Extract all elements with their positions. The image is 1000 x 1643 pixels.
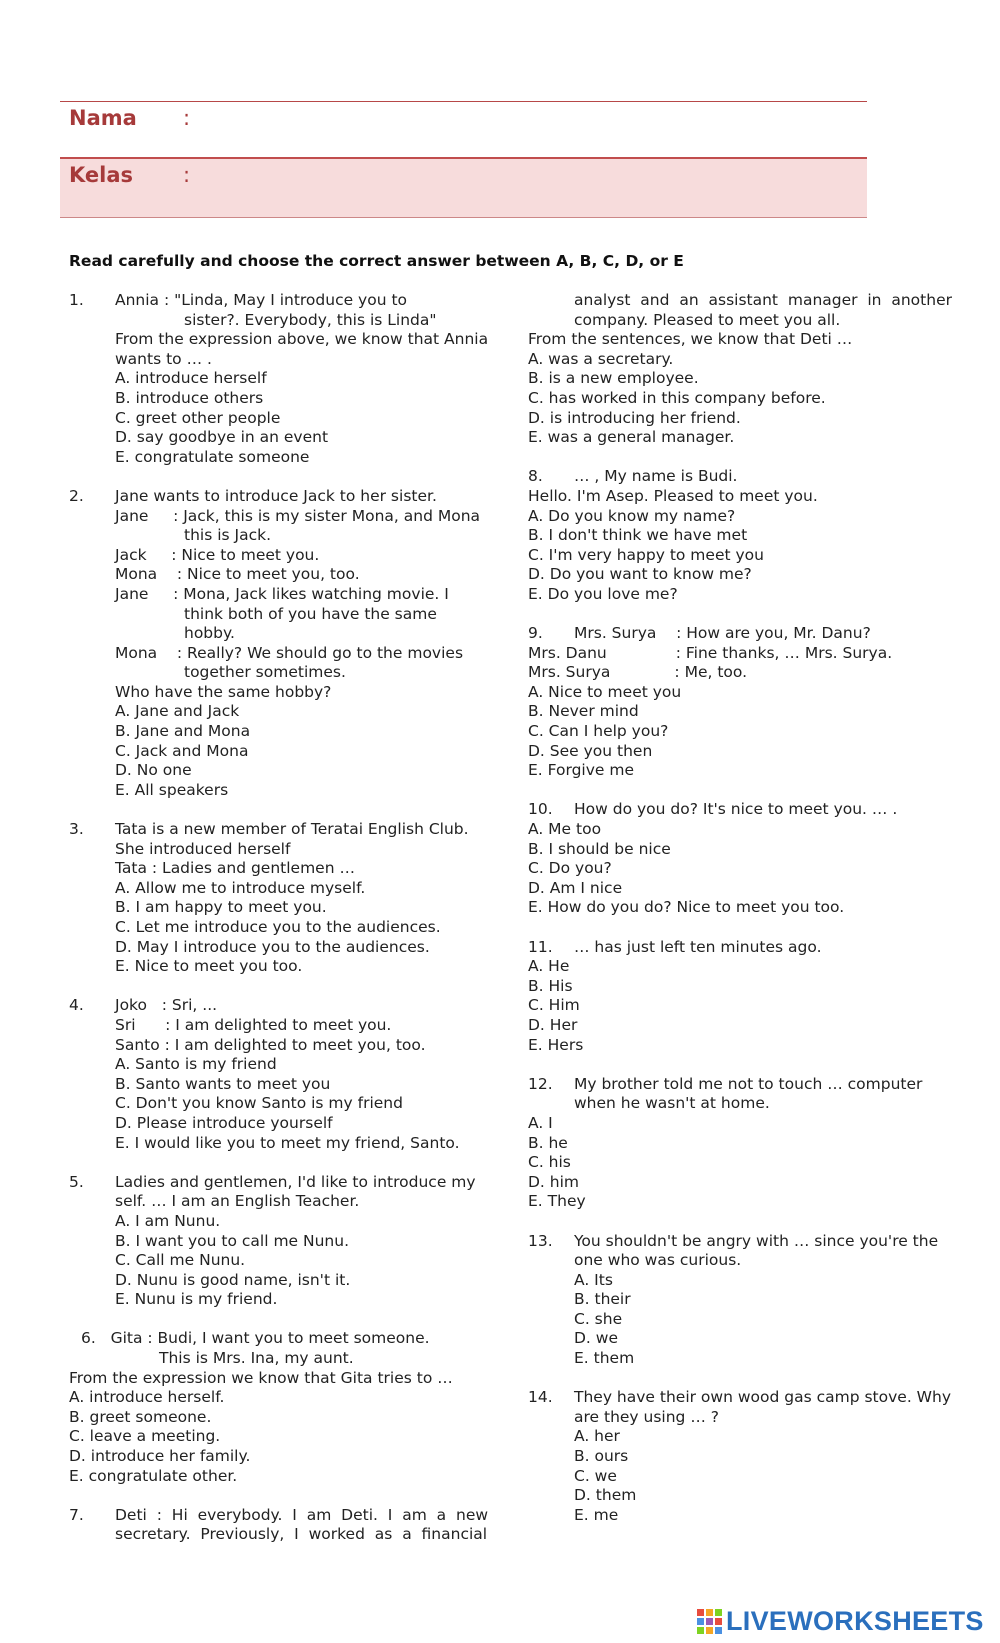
- question-line: From the expression above, we know that Annia: [115, 330, 489, 349]
- question-number: 9.: [528, 624, 543, 643]
- dialogue-line: Mona : Really? We should go to the movies: [115, 643, 464, 662]
- dialogue-line: Mona : Nice to meet you, too.: [115, 565, 360, 584]
- dialogue-line: Mrs. Surya : Me, too.: [528, 663, 748, 682]
- question-3: [69, 820, 475, 977]
- dialogue-line: Jane : Jack, this is my sister Mona, and Mona: [115, 506, 481, 525]
- answer-option: B. Never mind: [528, 702, 639, 721]
- answer-option: B. Jane and Mona: [115, 722, 251, 741]
- question-10: [528, 800, 928, 918]
- question-line: How do you do? It's nice to meet you. … .: [574, 800, 898, 819]
- answer-option: D. them: [574, 1486, 637, 1505]
- answer-option: D. Do you want to know me?: [528, 565, 752, 584]
- answer-option: B. I don't think we have met: [528, 526, 748, 545]
- dialogue-line: Jane : Mona, Jack likes watching movie. I: [115, 584, 449, 603]
- answer-option: C. Him: [528, 996, 580, 1015]
- answer-option: B. their: [574, 1290, 631, 1309]
- answer-option: D. No one: [115, 761, 192, 780]
- answer-option: E. Forgive me: [528, 761, 635, 780]
- answer-option: C. Let me introduce you to the audiences.: [115, 918, 441, 936]
- answer-option: E. me: [574, 1505, 619, 1524]
- answer-option: A. Jane and Jack: [115, 702, 240, 721]
- question-line: Tata is a new member of Teratai English Club.: [115, 820, 469, 839]
- question-9: [528, 624, 928, 781]
- question-line: … has just left ten minutes ago.: [574, 937, 822, 956]
- dialogue-line: hobby.: [184, 624, 235, 643]
- answer-option: E. was a general manager.: [528, 428, 735, 447]
- question-number: 5.: [69, 1172, 84, 1191]
- dialogue-line: Mrs. Surya : How are you, Mr. Danu?: [574, 624, 871, 643]
- class-colon: :: [183, 163, 191, 187]
- dialogue-line: Santo : I am delighted to meet you, too.: [115, 1035, 426, 1054]
- question-line: sister?. Everybody, this is Linda": [184, 310, 437, 329]
- question-line: Hello. I'm Asep. Pleased to meet you.: [528, 486, 818, 505]
- dialogue-line: Mrs. Danu : Fine thanks, … Mrs. Surya.: [528, 643, 893, 662]
- question-number: 14.: [528, 1388, 553, 1407]
- question-number: 6.: [81, 1329, 96, 1348]
- answer-option: A. Nice to meet you: [528, 682, 682, 701]
- question-line: Who have the same hobby?: [115, 682, 332, 701]
- answer-option: D. Her: [528, 1015, 578, 1034]
- question-13: [528, 1231, 939, 1369]
- question-12: [528, 1075, 928, 1212]
- answer-option: D. introduce her family.: [69, 1447, 251, 1466]
- answer-option: E. congratulate someone: [115, 447, 310, 466]
- question-line: when he wasn't at home.: [574, 1094, 770, 1113]
- answer-option: B. introduce others: [115, 388, 264, 407]
- answer-option: E. I would like you to meet my friend, Santo.: [115, 1133, 460, 1152]
- answer-option: B. is a new employee.: [528, 369, 699, 388]
- question-line: She introduced herself: [115, 839, 291, 858]
- answer-option: D. say goodbye in an event: [115, 428, 329, 447]
- answer-option: C. she: [574, 1309, 623, 1328]
- answer-option: B. ours: [574, 1447, 629, 1466]
- name-colon: :: [183, 106, 191, 130]
- right-column: [528, 291, 952, 1545]
- question-line: From the sentences, we know that Deti …: [528, 330, 853, 349]
- question-line: Deti : Hi everybody. I am Deti. I am a new: [115, 1505, 489, 1524]
- question-number: 4.: [69, 996, 84, 1015]
- question-7: [69, 1505, 489, 1545]
- left-column: [69, 291, 489, 1565]
- answer-option: B. His: [528, 976, 573, 995]
- question-line: wants to … .: [115, 349, 212, 368]
- question-line: … , My name is Budi.: [574, 467, 738, 486]
- question-6-first-line: [69, 1329, 475, 1349]
- answer-option: C. we: [574, 1466, 617, 1485]
- answer-option: A. introduce herself: [115, 369, 267, 388]
- answer-option: A. Do you know my name?: [528, 506, 736, 525]
- question-number: 8.: [528, 467, 543, 486]
- dialogue-line: think both of you have the same: [184, 604, 437, 623]
- question-line: Tata : Ladies and gentlemen …: [115, 859, 355, 878]
- answer-option: D. Nunu is good name, isn't it.: [115, 1270, 351, 1289]
- answer-option: C. his: [528, 1153, 571, 1172]
- question-number: 11.: [528, 937, 553, 956]
- answer-option: D. Am I nice: [528, 878, 623, 897]
- question-line: one who was curious.: [574, 1251, 742, 1270]
- answer-option: C. greet other people: [115, 408, 281, 427]
- answer-option: E. congratulate other.: [69, 1466, 238, 1485]
- answer-option: E. How do you do? Nice to meet you too.: [528, 898, 845, 917]
- question-line: secretary. Previously, I worked as a financial: [115, 1525, 488, 1544]
- answer-option: D. is introducing her friend.: [528, 408, 741, 427]
- answer-option: A. Santo is my friend: [115, 1055, 277, 1074]
- question-number: 12.: [528, 1074, 553, 1093]
- question-6: [69, 1329, 475, 1486]
- dialogue-line: this is Jack.: [184, 526, 272, 545]
- question-7-continued: [528, 291, 952, 448]
- answer-option: A. was a secretary.: [528, 349, 674, 368]
- question-line: You shouldn't be angry with … since you're the: [574, 1231, 939, 1250]
- answer-option: B. greet someone.: [69, 1407, 212, 1426]
- logo-text: LIVEWORKSHEETS: [726, 1605, 984, 1636]
- dialogue-line: Joko : Sri, ...: [115, 996, 218, 1015]
- question-line: Gita : Budi, I want you to meet someone.: [110, 1329, 430, 1348]
- answer-option: B. I want you to call me Nunu.: [115, 1231, 349, 1250]
- answer-option: A. introduce herself.: [69, 1388, 225, 1407]
- class-field-row: [60, 157, 867, 218]
- question-number: 3.: [69, 820, 84, 839]
- dialogue-line: together sometimes.: [184, 663, 346, 682]
- question-line: Ladies and gentlemen, I'd like to introduce my: [115, 1172, 476, 1191]
- answer-option: D. See you then: [528, 741, 653, 760]
- answer-option: E. Do you love me?: [528, 584, 678, 603]
- name-label: Nama: [69, 106, 137, 130]
- question-number: 1.: [69, 291, 84, 309]
- answer-option: C. I'm very happy to meet you: [528, 545, 764, 564]
- answer-option: A. Allow me to introduce myself.: [115, 878, 366, 897]
- question-8: [528, 467, 928, 604]
- question-5: [69, 1173, 475, 1310]
- question-1: [69, 291, 489, 467]
- answer-option: A. I am Nunu.: [115, 1211, 221, 1230]
- question-number: 10.: [528, 800, 553, 819]
- answer-option: C. Can I help you?: [528, 722, 669, 741]
- answer-option: E. All speakers: [115, 780, 229, 799]
- answer-option: C. Call me Nunu.: [115, 1251, 246, 1270]
- answer-option: A. I: [528, 1113, 553, 1132]
- question-line: analyst and an assistant manager in another: [574, 291, 952, 309]
- instructions: Read carefully and choose the correct answer between A, B, C, D, or E: [69, 252, 684, 270]
- question-number: 7.: [69, 1505, 84, 1524]
- question-2: [69, 486, 481, 801]
- class-label: Kelas: [69, 163, 134, 187]
- question-line: They have their own wood gas camp stove. Why: [574, 1388, 951, 1407]
- question-14: [528, 1388, 951, 1525]
- question-line: self. … I am an English Teacher.: [115, 1192, 360, 1211]
- answer-option: D. we: [574, 1329, 619, 1348]
- answer-option: D. May I introduce you to the audiences.: [115, 937, 430, 956]
- question-line: Jane wants to introduce Jack to her sister.: [115, 486, 437, 505]
- question-line: are they using … ?: [574, 1407, 719, 1426]
- answer-option: C. Jack and Mona: [115, 741, 249, 760]
- answer-option: A. He: [528, 957, 570, 976]
- answer-option: C. leave a meeting.: [69, 1427, 221, 1446]
- question-line: From the expression we know that Gita tries to …: [69, 1368, 453, 1387]
- answer-option: B. Santo wants to meet you: [115, 1074, 331, 1093]
- answer-option: E. Nunu is my friend.: [115, 1290, 278, 1309]
- answer-option: A. Its: [574, 1270, 613, 1289]
- answer-option: D. him: [528, 1172, 580, 1191]
- question-4: [69, 996, 475, 1153]
- answer-option: A. her: [574, 1427, 620, 1446]
- logo-icon: [697, 1609, 722, 1634]
- question-line: Annia : "Linda, May I introduce you to: [115, 291, 408, 309]
- answer-option: A. Me too: [528, 820, 602, 839]
- question-number: 2.: [69, 486, 84, 505]
- name-field-row: [60, 101, 867, 156]
- dialogue-line: Jack : Nice to meet you.: [115, 545, 320, 564]
- answer-option: B. I am happy to meet you.: [115, 898, 327, 917]
- question-line: This is Mrs. Ina, my aunt.: [159, 1349, 354, 1368]
- dialogue-line: Sri : I am delighted to meet you.: [115, 1015, 392, 1034]
- liveworksheets-logo: [697, 1606, 984, 1636]
- answer-option: C. Don't you know Santo is my friend: [115, 1094, 403, 1113]
- question-line: company. Pleased to meet you all.: [574, 310, 841, 329]
- answer-option: E. They: [528, 1192, 586, 1211]
- answer-option: D. Please introduce yourself: [115, 1113, 333, 1132]
- answer-option: B. I should be nice: [528, 839, 671, 858]
- answer-option: C. Do you?: [528, 859, 612, 878]
- question-line: My brother told me not to touch … computer: [574, 1074, 923, 1093]
- question-number: 13.: [528, 1231, 553, 1250]
- answer-option: E. Nice to meet you too.: [115, 957, 303, 976]
- answer-option: E. them: [574, 1349, 635, 1368]
- answer-option: C. has worked in this company before.: [528, 388, 826, 407]
- answer-option: B. he: [528, 1133, 568, 1152]
- answer-option: E. Hers: [528, 1035, 584, 1054]
- question-11: [528, 938, 928, 1056]
